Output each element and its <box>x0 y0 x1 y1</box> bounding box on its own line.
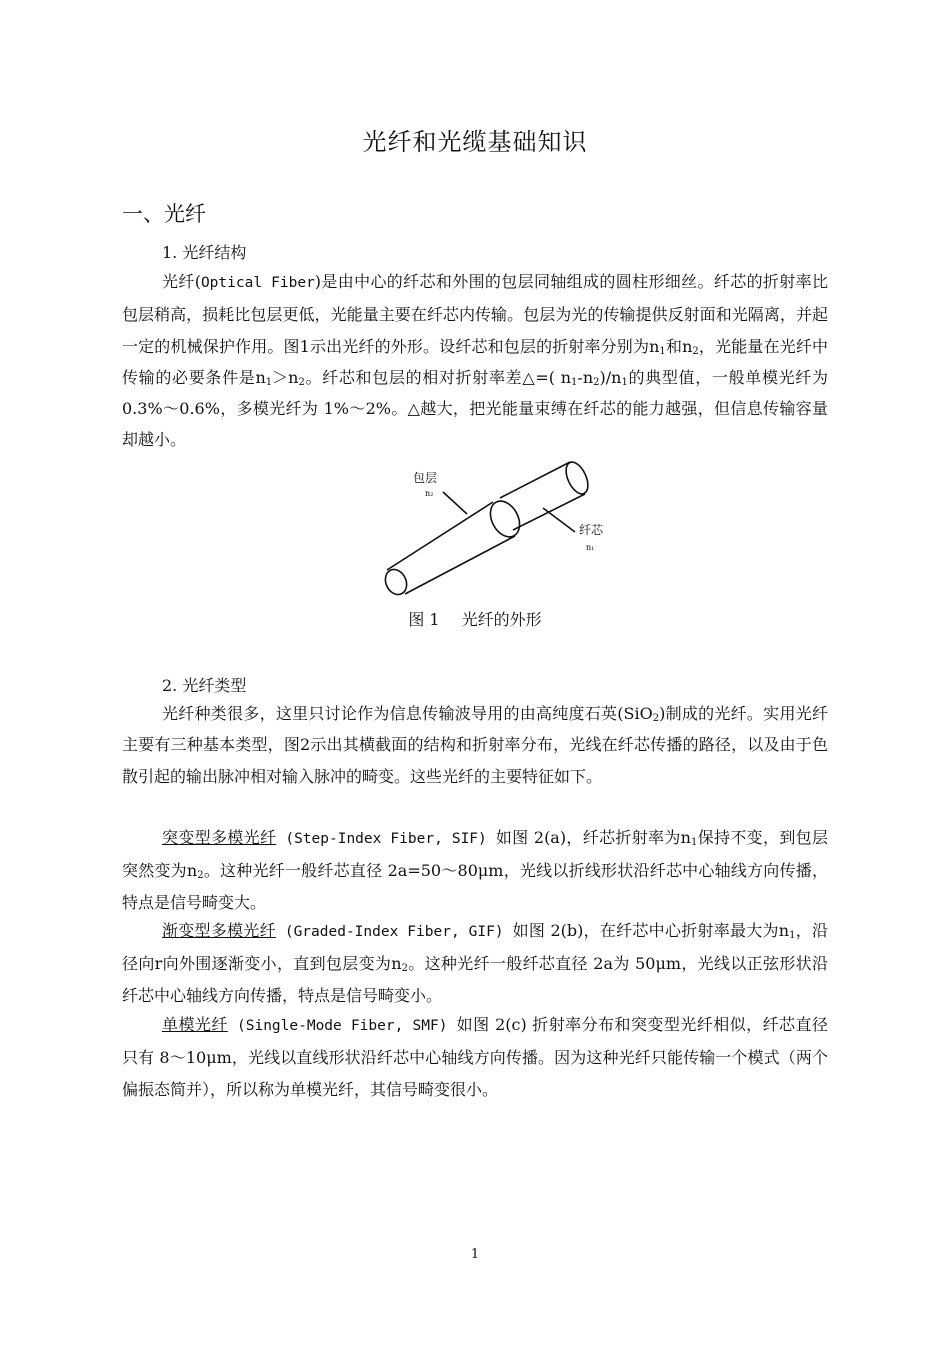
core-index-label: n₁ <box>586 543 595 552</box>
term-step-index: 突变型多模光纤 <box>162 828 277 847</box>
core-label: 纤芯 <box>579 523 604 537</box>
paragraph-fiber-types: 光纤种类很多，这里只讨论作为信息传输波导用的由高纯度石英(SiO$_2$)制成的光纤。实用光纤主要有三种基本类型，图2示出其横截面的结构和折射率分布，光线在纤芯传播的路径，以及由于色散引起的输出脉冲相对输入脉冲的畸变。这些光纤的主要特征如下。 <box>122 704 828 786</box>
cladding-leader-line <box>443 492 467 514</box>
paragraph-single-mode: 单模光纤 (Single-Mode Fiber, SMF) 如图 2(c) 折射率分布和突变型光纤相似，纤芯直径只有 8～10μm，光线以直线形状沿纤芯中心轴线方向传播。因为这种光纤只能传输一个模式（两个偏振态简并），所以称为单模光纤，其信号畸变很小。 <box>122 1015 828 1099</box>
fiber-shape-figure <box>375 452 615 602</box>
section-heading-fiber: 一、光纤 <box>122 202 206 226</box>
document-title: 光纤和光缆基础知识 <box>362 128 588 156</box>
subsection-heading-types: 2. 光纤类型 <box>162 676 247 695</box>
cladding-index-label: n₂ <box>425 489 434 498</box>
term-single-mode: 单模光纤 <box>162 1015 228 1034</box>
figure1-caption: 图 1 光纤的外形 <box>408 610 542 629</box>
page-number: 1 <box>470 1247 480 1262</box>
paragraph-fiber-structure: 光纤(Optical Fiber)是由中心的纤芯和外围的包层同轴组成的圆柱形细丝。纤芯的折射率比包层稍高，损耗比包层更低，光能量主要在纤芯内传输。包层为光的传输提供反射面和光隔离，并起一定的机械保护作用。图1示出光纤的外形。设纤芯和包层的折射率分别为$n_1$和$n_2$，光能量在光纤中传输的必要条件是$n_1>n_2$。纤芯和包层的相对折射率差△=( $n_1-n_2)/n_1$的典型值，一般单模光纤为 0.3%～0.6%，多模光纤为 1%～2%。△越大，把光能量束缚在纤芯的能力越强，但信息传输容量却越小。 <box>122 272 828 450</box>
term-graded-index: 渐变型多模光纤 <box>162 921 276 940</box>
cladding-bottom-edge <box>405 536 515 594</box>
subsection-heading-structure: 1. 光纤结构 <box>162 243 247 262</box>
core-leader-line <box>543 508 575 532</box>
cladding-top-edge <box>387 502 493 570</box>
paragraph-step-index: 突变型多模光纤 (Step-Index Fiber, SIF) 如图 2(a)，纤芯折射率为$n_1$保持不变，到包层突然变为$n_2$。这种光纤一般纤芯直径 2a=50～80μm，光线以折线形状沿纤芯中心轴线方向传播，特点是信号畸变大。 <box>122 828 828 912</box>
cladding-label: 包层 <box>413 471 438 485</box>
core-top-edge <box>500 462 570 498</box>
paragraph-graded-index: 渐变型多模光纤 (Graded-Index Fiber, GIF) 如图 2(b)，在纤芯中心折射率最大为$n_1$，沿径向r向外围逐渐变小，直到包层变为$n_2$。这种光纤一般纤芯直径 2a为 50μm，光线以正弦形状沿纤芯中心轴线方向传播，特点是信号畸变小。 <box>122 921 828 1005</box>
